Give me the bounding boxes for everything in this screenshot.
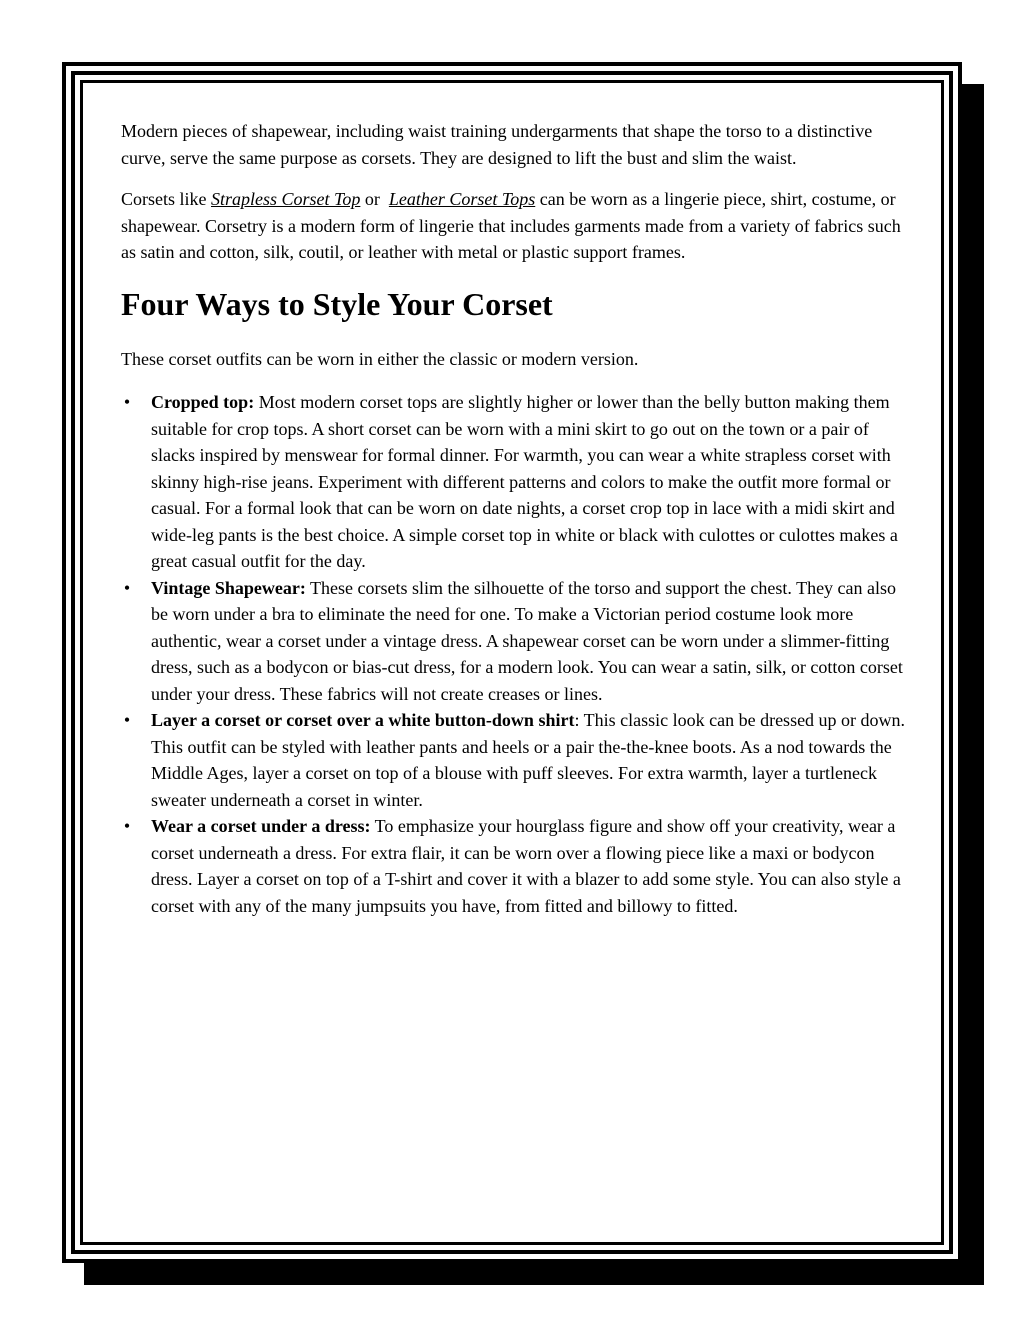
list-item-lead: Vintage Shapewear: xyxy=(151,577,306,598)
list-item-text: These corsets slim the silhouette of the torso and support the chest. They can also be worn under a bra to eliminate the need for one. To make a Victorian period costume look more authentic, wear a corset under a vintage dress. A shapewear corset can be worn under a slimmer-fitting dress, such as a bodycon or bias-cut dress, for a modern look. You can wear a satin, silk, or cotton corset under your dress. These fabrics will not create creases or lines. xyxy=(151,577,903,704)
intro-paragraph: Modern pieces of shapewear, including waist training undergarments that shape the torso to a distinctive curve, serve the same purpose as corsets. They are designed to lift the bust and slim the waist. xyxy=(121,121,873,168)
bullet-icon: • xyxy=(123,710,131,730)
list-item xyxy=(121,813,907,919)
leather-corset-tops-link[interactable]: Leather Corset Tops xyxy=(388,189,536,209)
paragraph-suffix: can be worn as a lingerie piece, shirt, costume, or shapewear. Corsetry is a modern form of lingerie that includes garments made from a variety of fabrics such as satin and cotton, silk, coutil, or leather with metal or plastic support frames. xyxy=(121,189,901,262)
list-item-lead: Wear a corset under a dress: xyxy=(151,816,371,836)
bullet-icon: • xyxy=(123,816,131,836)
list-item-lead: Layer a corset or corset over a white button-down shirt xyxy=(151,710,575,730)
list-item-text: Most modern corset tops are slightly higher or lower than the belly button making them suitable for crop tops. A short corset can be worn with a mini skirt to go out on the town or a pair of slacks inspired by menswear for formal dinner. For warmth, you can wear a white strapless corset with skinny high-rise jeans. Experiment with different patterns and colors to make the outfit more formal or casual. For a formal look that can be worn on date nights, a corset crop top in lace with a midi skirt and wide-leg pants is the best choice. A simple corset top in white or black with culottes or culottes makes a great casual outfit for the day. xyxy=(151,392,898,571)
bullet-icon: • xyxy=(123,577,131,598)
document-body xyxy=(121,118,907,919)
section-heading: Four Ways to Style Your Corset xyxy=(121,285,553,322)
list-item xyxy=(121,389,907,575)
corset-types-paragraph xyxy=(121,186,907,266)
section-intro: These corset outfits can be worn in either the classic or modern version. xyxy=(121,348,639,369)
list-item-lead: Cropped top: xyxy=(151,392,255,412)
strapless-corset-top-link[interactable]: Strapless Corset Top xyxy=(211,189,361,209)
list-item-text: : This classic look can be dressed up or down. This outfit can be styled with leather pants and heels or a pair the-the-knee boots. As a nod towards the Middle Ages, layer a corset on top of a blouse with puff sleeves. For extra warmth, layer a turtleneck sweater underneath a corset in winter. xyxy=(151,710,906,810)
styling-list xyxy=(121,389,907,919)
bullet-icon: • xyxy=(123,392,131,412)
list-item xyxy=(121,707,907,813)
list-item xyxy=(121,575,907,708)
list-item-text: To emphasize your hourglass figure and show off your creativity, wear a corset underneath a dress. For extra flair, it can be worn over a flowing piece like a maxi or bodycon dress. Layer a corset on top of a T-shirt and cover it with a blazer to add some style. You can also style a corset with any of the many jumpsuits you have, from fitted and billowy to fitted. xyxy=(151,816,901,916)
paragraph-middle: or xyxy=(360,189,389,209)
paragraph-prefix: Corsets like xyxy=(121,189,211,209)
